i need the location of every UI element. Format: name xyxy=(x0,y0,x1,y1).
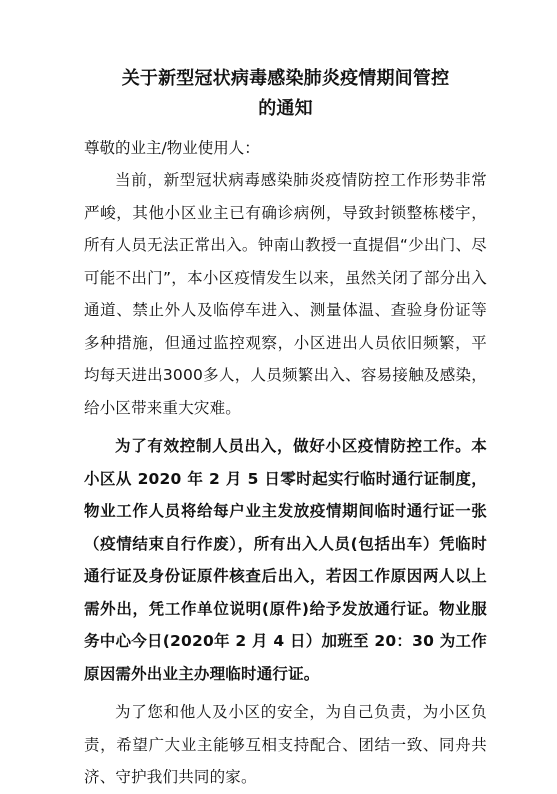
title-line-1: 关于新型冠状病毒感染肺炎疫情期间管控 xyxy=(121,68,450,89)
paragraph-pass-policy: 为了有效控制人员出入，做好小区疫情防控工作。本小区从 2020 年 2 月 5 日零时起实行临时通行证制度，物业工作人员将给每户业主发放疫情期间临时通行证一张（疫情结束自行作废），所有出入人员(包括出车）凭临时通行证及身份证原件核查后出入，若因工作原因两人以上需外出，凭工作单位说明(原件)给予发放通行证。物业服务中心今日(2020年 2 月 4 日）加班至 20：30 为工作原因需外出业主办理临时通行证。 xyxy=(84,437,487,683)
notice-title xyxy=(84,64,487,124)
salutation: 尊敬的业主/物业使用人： xyxy=(84,139,260,157)
paragraph-situation: 当前，新型冠状病毒感染肺炎疫情防控工作形势非常严峻，其他小区业主已有确诊病例，导致封锁整栋楼宇，所有人员无法正常出入。钟南山教授一直提倡“少出门、尽可能不出门”，本小区疫情发生以来，虽然关闭了部分出入通道、禁止外人及临停车进入、测量体温、查验身份证等多种措施，但通过监控观察，小区进出人员依旧频繁，平均每天进出3000多人，人员频繁出入、容易接触及感染，给小区带来重大灾难。 xyxy=(84,171,487,417)
paragraph-appeal: 为了您和他人及小区的安全，为自己负责，为小区负责，希望广大业主能够互相支持配合、团结一致、同舟共济、守护我们共同的家。 xyxy=(84,703,487,786)
title-line-2: 的通知 xyxy=(258,98,313,119)
